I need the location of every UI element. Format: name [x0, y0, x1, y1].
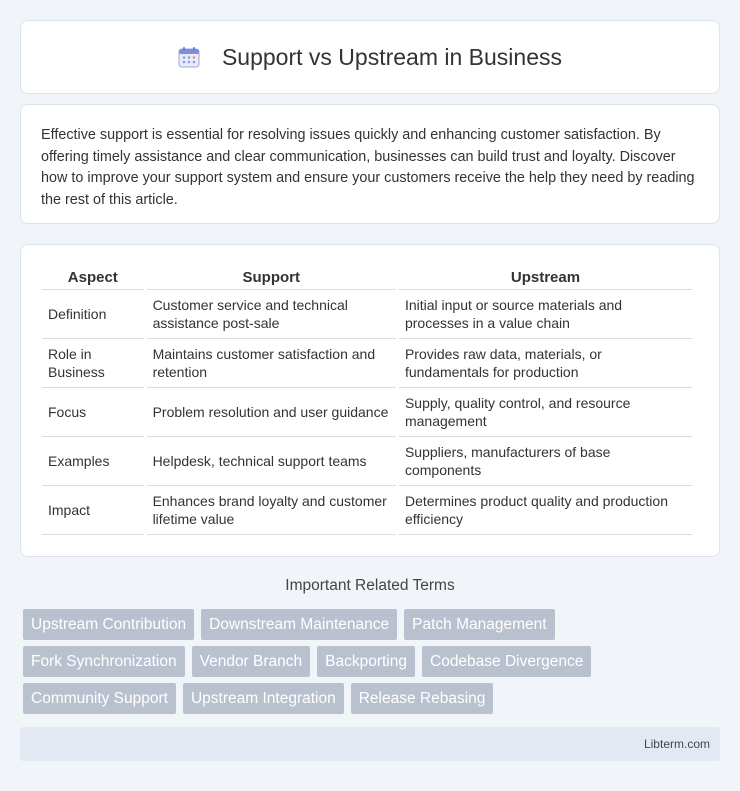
table-row: [42, 339, 692, 388]
table-cell: Problem resolution and user guidance: [147, 388, 396, 437]
table-cell: Enhances brand loyalty and customer lifetime value: [147, 486, 396, 535]
title-card: [20, 20, 720, 94]
tag-backporting[interactable]: Backporting: [317, 646, 415, 677]
table-cell: Initial input or source materials and processes in a value chain: [399, 290, 692, 339]
tag-row: [23, 683, 723, 714]
comparison-table-card: [20, 244, 720, 557]
related-terms-title: Important Related Terms: [285, 577, 455, 594]
header-support: Support: [147, 265, 396, 290]
tag-patch-management[interactable]: Patch Management: [404, 609, 554, 640]
tag-vendor-branch[interactable]: Vendor Branch: [192, 646, 311, 677]
related-terms-list: [23, 609, 723, 720]
comparison-table: [39, 265, 695, 535]
table-cell: Definition: [42, 290, 144, 339]
table-row: [42, 437, 692, 486]
tag-community-support[interactable]: Community Support: [23, 683, 176, 714]
intro-text: Effective support is essential for resolving issues quickly and enhancing customer satisfaction. By offering timely assistance and clear communication, businesses can build trust and loyalty. Discover how to improve your support system and ensure your customers receive the help they need by reading the rest of this article.: [41, 127, 695, 208]
table-header-row: [42, 265, 692, 290]
calendar-icon: [178, 46, 200, 68]
tag-upstream-contribution[interactable]: Upstream Contribution: [23, 609, 194, 640]
header-upstream: Upstream: [399, 265, 692, 290]
tag-release-rebasing[interactable]: Release Rebasing: [351, 683, 494, 714]
table-cell: Provides raw data, materials, or fundamentals for production: [399, 339, 692, 388]
table-row: [42, 290, 692, 339]
table-cell: Suppliers, manufacturers of base components: [399, 437, 692, 486]
table-cell: Customer service and technical assistance post-sale: [147, 290, 396, 339]
table-cell: Impact: [42, 486, 144, 535]
table-cell: Focus: [42, 388, 144, 437]
tag-fork-synchronization[interactable]: Fork Synchronization: [23, 646, 185, 677]
table-cell: Supply, quality control, and resource management: [399, 388, 692, 437]
table-cell: Role in Business: [42, 339, 144, 388]
table-cell: Helpdesk, technical support teams: [147, 437, 396, 486]
footer-site-link[interactable]: Libterm.com: [643, 737, 710, 751]
header-aspect: Aspect: [42, 265, 144, 290]
tag-row: [23, 609, 723, 640]
tag-codebase-divergence[interactable]: Codebase Divergence: [422, 646, 591, 677]
page-title: Support vs Upstream in Business: [221, 43, 563, 70]
table-row: [42, 388, 692, 437]
tag-upstream-integration[interactable]: Upstream Integration: [183, 683, 344, 714]
table-row: [42, 486, 692, 535]
table-cell: Examples: [42, 437, 144, 486]
tag-downstream-maintenance[interactable]: Downstream Maintenance: [201, 609, 397, 640]
table-cell: Maintains customer satisfaction and retention: [147, 339, 396, 388]
table-cell: Determines product quality and production efficiency: [399, 486, 692, 535]
intro-card: [20, 104, 720, 224]
tag-row: [23, 646, 723, 677]
footer: [20, 727, 720, 761]
